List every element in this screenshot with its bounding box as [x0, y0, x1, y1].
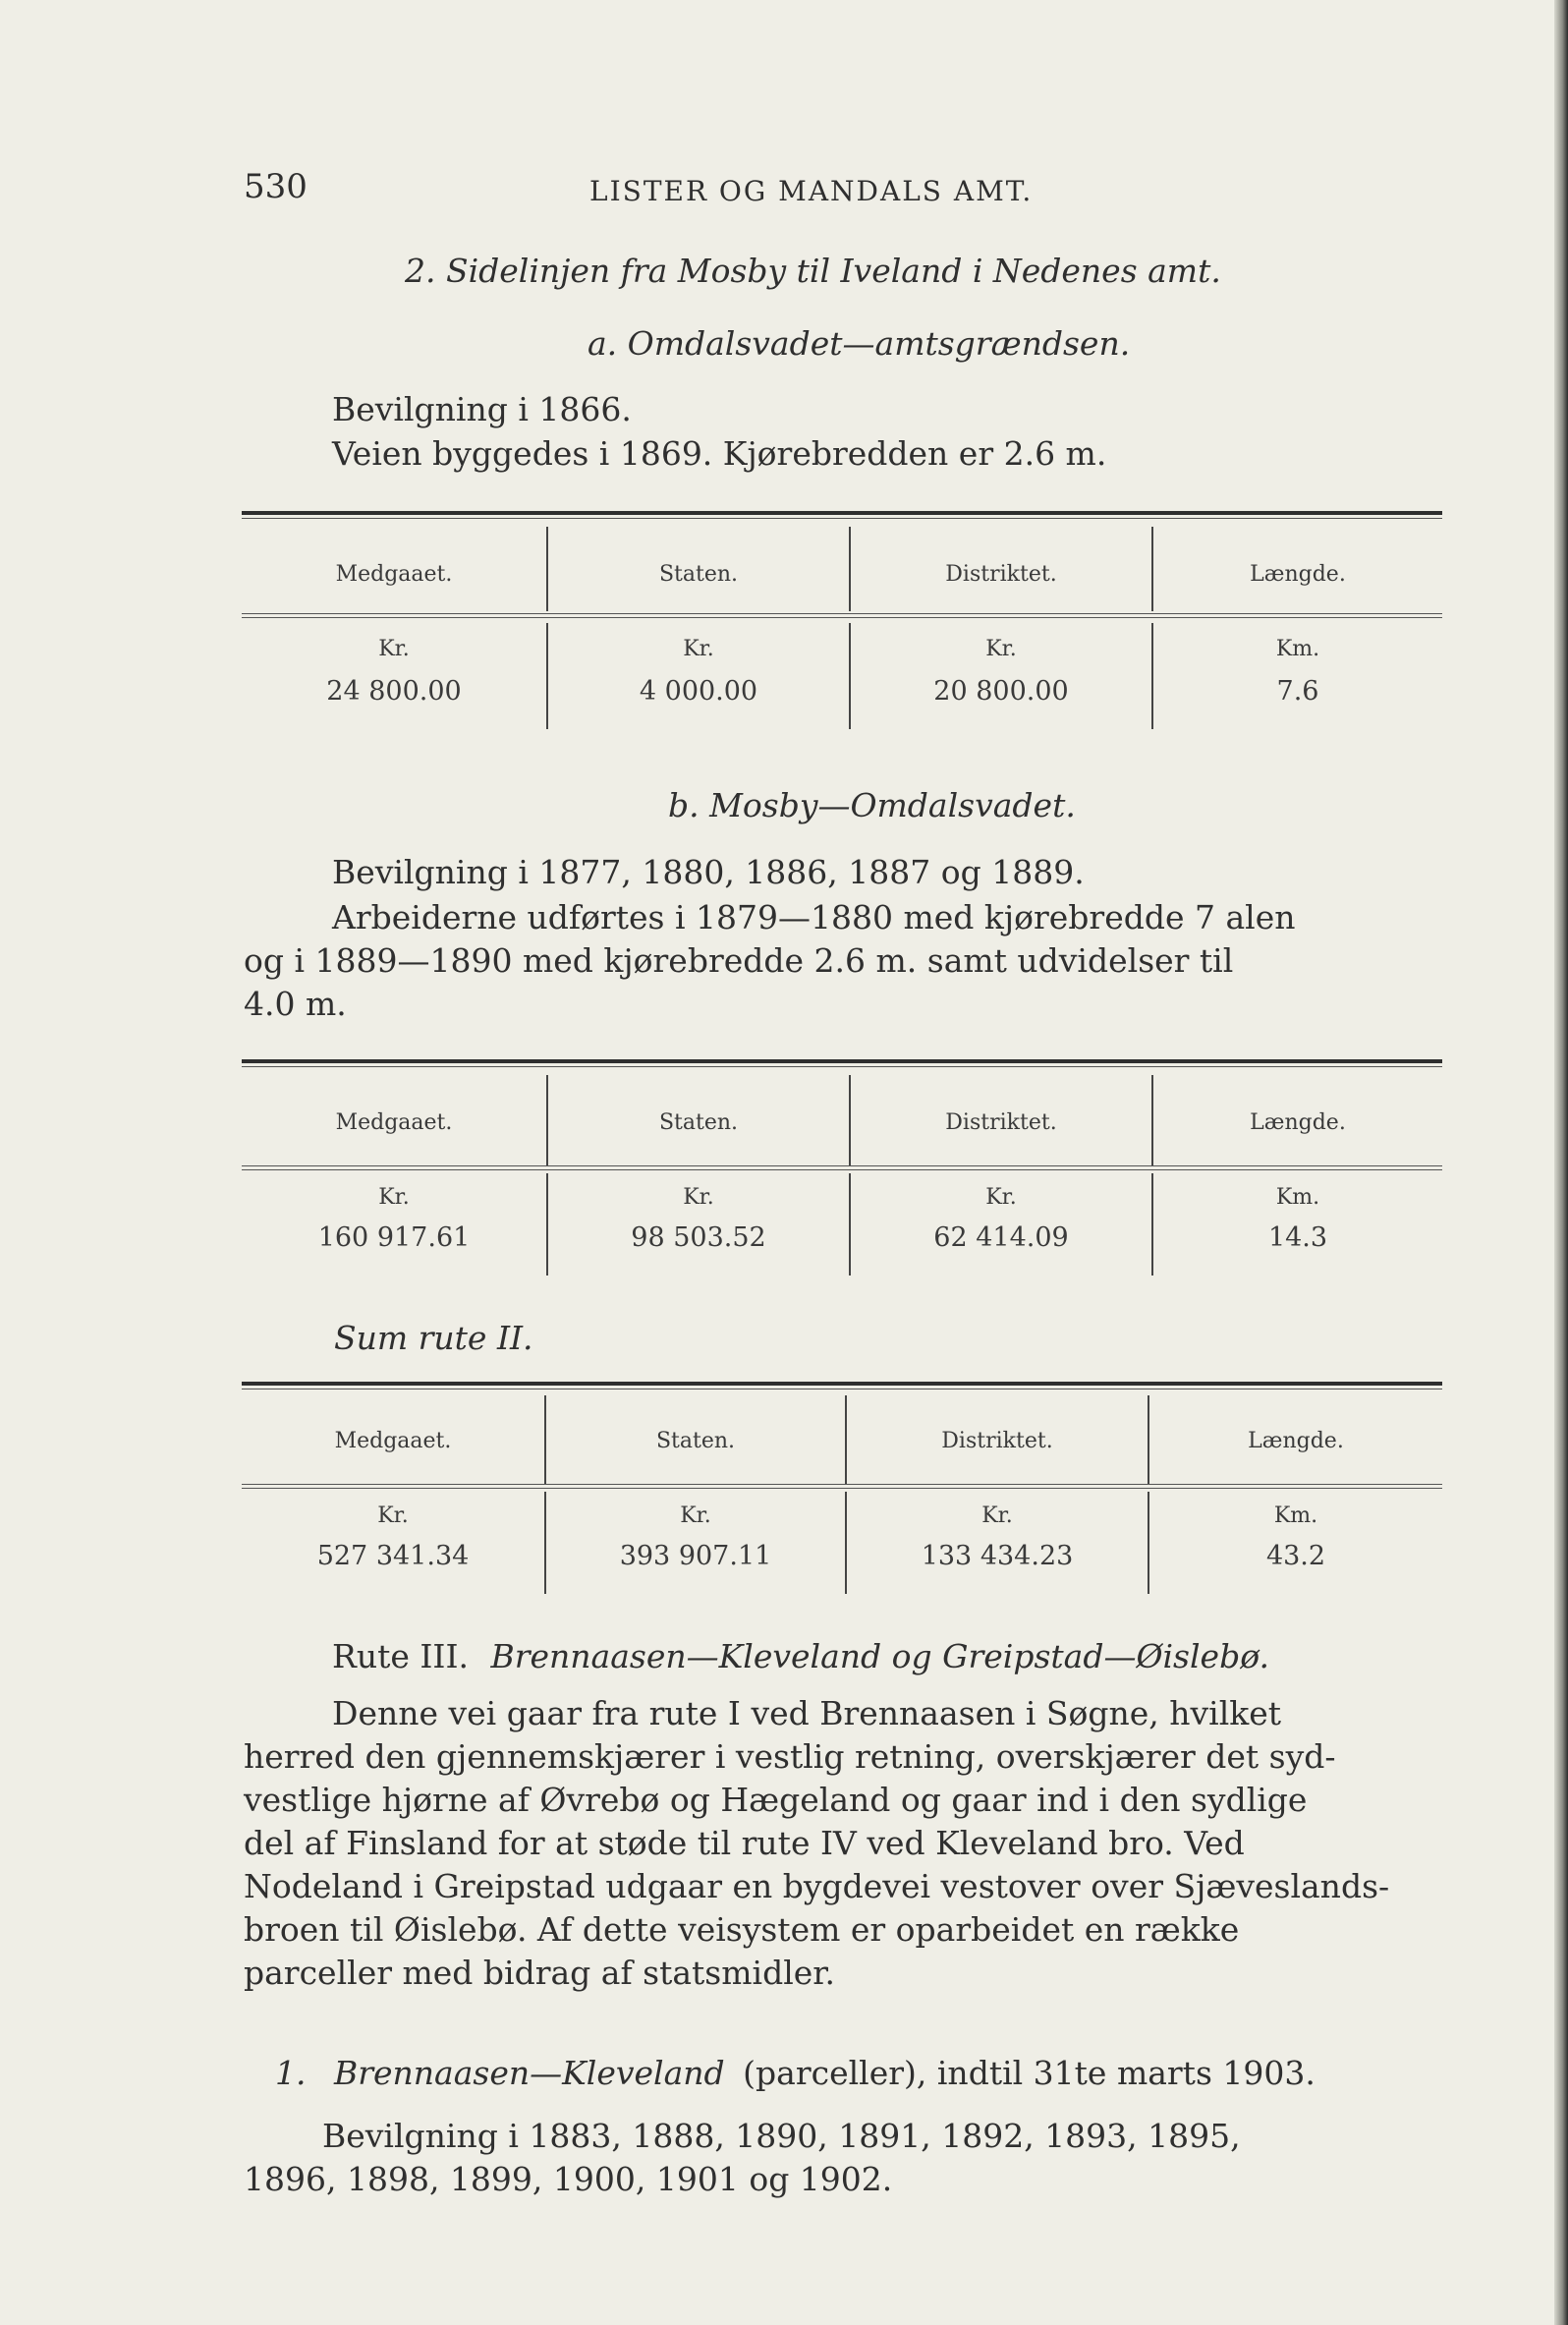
subsection-a-line1: Bevilgning i 1866.	[332, 390, 632, 428]
table-b-value: 62 414.09	[933, 1222, 1069, 1253]
paragraph-line: 1896, 1898, 1899, 1900, 1901 og 1902.	[244, 2160, 893, 2198]
table-b-header: Længde.	[1250, 1110, 1346, 1135]
subsection-a-line2: Veien byggedes i 1869. Kjørebredden er 2.6 m.	[332, 434, 1107, 473]
table-b-header: Distriktet.	[945, 1110, 1057, 1135]
table-a-header: Medgaaet.	[335, 562, 453, 587]
table-sum-top-rule	[242, 1382, 1442, 1386]
table-sum-header: Staten.	[655, 1429, 736, 1453]
table-a-unit: Kr.	[378, 637, 410, 661]
table-sum-header-rule	[242, 1484, 1442, 1485]
page-number: 530	[244, 167, 308, 206]
rute-3-title: Brennaasen—Kleveland og Greipstad—Øislebø.	[490, 1637, 1269, 1675]
table-a-value: 24 800.00	[326, 676, 462, 707]
table-sum-header: Længde.	[1248, 1429, 1344, 1453]
table-b-top-rule	[242, 1059, 1442, 1063]
table-sum-unit: Kr.	[981, 1503, 1013, 1528]
table-b-unit: Kr.	[985, 1185, 1017, 1210]
table-sum-header-rule	[242, 1488, 1442, 1489]
paragraph-line: og i 1889—1890 med kjørebredde 2.6 m. samt udvidelser til	[244, 941, 1234, 980]
table-a-header: Distriktet.	[945, 562, 1057, 587]
table-a-unit: Km.	[1275, 637, 1320, 661]
sub1-title-rest: (parceller), indtil 31te marts 1903.	[743, 2054, 1316, 2092]
table-sum-unit: Km.	[1273, 1503, 1318, 1528]
table-b-top-rule-thin	[242, 1066, 1442, 1067]
table-b-header: Staten.	[658, 1110, 739, 1135]
sum-rute-title: Sum rute II.	[334, 1319, 533, 1357]
paragraph-line: herred den gjennemskjærer i vestlig retning, overskjærer det syd-	[244, 1737, 1336, 1776]
table-sum-value: 133 434.23	[921, 1541, 1074, 1571]
page-edge-shadow	[1554, 0, 1568, 2325]
table-b-header-rule	[242, 1169, 1442, 1170]
paragraph-line: Arbeiderne udførtes i 1879—1880 med kjørebredde 7 alen	[332, 898, 1296, 936]
table-b-header: Medgaaet.	[335, 1110, 453, 1135]
paragraph-line: del af Finsland for at støde til rute IV ved Kleveland bro. Ved	[244, 1824, 1245, 1862]
table-a-header: Længde.	[1250, 562, 1346, 587]
rute-3-sub1-bevilgning	[244, 2115, 1444, 2201]
table-b-unit: Kr.	[378, 1185, 410, 1210]
rute-3-paragraph	[244, 1692, 1444, 1995]
table-a-unit: Kr.	[683, 637, 714, 661]
table-a-top-rule	[242, 511, 1442, 515]
paragraph-line: Bevilgning i 1883, 1888, 1890, 1891, 1892, 1893, 1895,	[322, 2117, 1241, 2155]
paragraph-line: vestlige hjørne af Øvrebø og Hægeland og gaar ind i den sydlige	[244, 1781, 1308, 1819]
sub1-number: 1.	[275, 2054, 307, 2092]
rute-3-label: Rute III.	[332, 1637, 469, 1675]
table-b-value: 98 503.52	[631, 1222, 766, 1253]
table-a-top-rule-thin	[242, 518, 1442, 519]
table-a-value: 4 000.00	[639, 676, 758, 707]
rute-3-heading	[332, 1635, 1269, 1678]
subsection-b-line1: Bevilgning i 1877, 1880, 1886, 1887 og 1889.	[332, 853, 1085, 891]
sub1-title: Brennaasen—Kleveland	[334, 2054, 725, 2092]
paragraph-line: 4.0 m.	[244, 985, 347, 1023]
table-b-unit: Km.	[1275, 1185, 1320, 1210]
table-b-value: 160 917.61	[317, 1222, 471, 1253]
subsection-b-paragraph	[244, 896, 1444, 1026]
table-a-header-rule	[242, 613, 1442, 614]
paragraph-line: parceller med bidrag af statsmidler.	[244, 1954, 835, 1992]
table-sum-unit: Kr.	[680, 1503, 711, 1528]
table-b-value: 14.3	[1267, 1222, 1328, 1253]
table-b-header-rule	[242, 1165, 1442, 1166]
table-a-header: Staten.	[658, 562, 739, 587]
table-b-unit: Kr.	[683, 1185, 714, 1210]
table-sum-unit: Kr.	[377, 1503, 409, 1528]
table-a-value: 20 800.00	[933, 676, 1069, 707]
paragraph-line: broen til Øislebø. Af dette veisystem er oparbeidet en række	[244, 1910, 1240, 1949]
table-a-unit: Kr.	[985, 637, 1017, 661]
table-a-header-rule	[242, 617, 1442, 618]
table-sum-header: Distriktet.	[941, 1429, 1053, 1453]
running-title: LISTER OG MANDALS AMT.	[589, 175, 1034, 207]
table-sum-value: 393 907.11	[619, 1541, 772, 1571]
table-a-value: 7.6	[1276, 676, 1319, 707]
table-sum-value: 43.2	[1265, 1541, 1326, 1571]
section-2-title: 2. Sidelinjen fra Mosby til Iveland i Nedenes amt.	[405, 252, 1221, 290]
subsection-b-title: b. Mosby—Omdalsvadet.	[668, 786, 1076, 824]
table-sum-value: 527 341.34	[316, 1541, 470, 1571]
paragraph-line: Nodeland i Greipstad udgaar en bygdevei vestover over Sjæveslands-	[244, 1867, 1390, 1905]
subsection-a-title: a. Omdalsvadet—amtsgrændsen.	[588, 324, 1131, 363]
rute-3-sub1-heading	[275, 2052, 1316, 2095]
paragraph-line: Denne vei gaar fra rute I ved Brennaasen i Søgne, hvilket	[332, 1694, 1282, 1732]
table-sum-header: Medgaaet.	[334, 1429, 452, 1453]
